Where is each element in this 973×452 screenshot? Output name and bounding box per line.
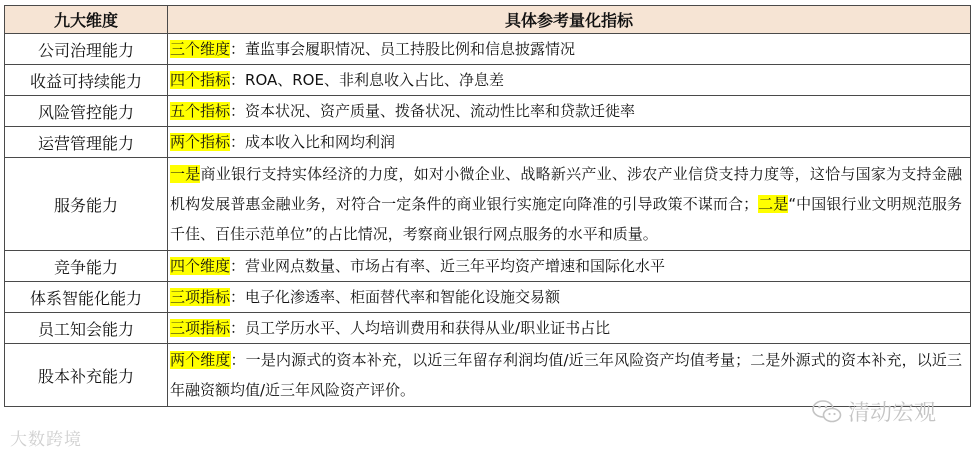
dimension-cell: 服务能力 bbox=[5, 158, 168, 251]
indicator-text: ：营业网点数量、市场占有率、近三年平均资产增速和国际化水平 bbox=[230, 257, 666, 275]
watermark-left bbox=[10, 425, 82, 450]
highlight-label: 一是 bbox=[170, 165, 201, 183]
table-header-row bbox=[5, 6, 971, 34]
watermark-right bbox=[812, 396, 936, 427]
indicator-cell bbox=[168, 127, 971, 158]
highlight-label: 两个指标 bbox=[170, 133, 231, 151]
highlight-label: 两个维度 bbox=[170, 351, 231, 369]
highlight-label: 四个指标 bbox=[170, 71, 231, 89]
watermark-left-text: 大数跨境 bbox=[10, 430, 82, 450]
table-row bbox=[5, 127, 971, 158]
indicator-cell bbox=[168, 313, 971, 344]
dimension-cell: 收益可持续能力 bbox=[5, 65, 168, 96]
indicator-text: ：ROA、ROE、非利息收入占比、净息差 bbox=[230, 71, 504, 89]
highlight-label: 五个指标 bbox=[170, 102, 231, 120]
indicator-text: ：电子化渗透率、柜面替代率和智能化设施交易额 bbox=[230, 288, 561, 306]
indicator-cell bbox=[168, 96, 971, 127]
header-indicators: 具体参考量化指标 bbox=[168, 6, 971, 34]
indicator-cell bbox=[168, 251, 971, 282]
indicator-text: ：员工学历水平、人均培训费用和获得从业/职业证书占比 bbox=[230, 319, 611, 337]
indicator-text: ：一是内源式的资本补充，以近三年留存利润均值/近三年风险资产均值考量；二是外源式的资本补充，以近三年融资额均值/近三年风险资产评价。 bbox=[170, 351, 962, 399]
indicator-text: ：董监事会履职情况、员工持股比例和信息披露情况 bbox=[230, 40, 576, 58]
indicator-table bbox=[4, 5, 971, 407]
table-row bbox=[5, 65, 971, 96]
highlight-label: 三项指标 bbox=[170, 288, 231, 306]
indicator-cell bbox=[168, 282, 971, 313]
indicator-text: 商业银行支持实体经济的力度，如对小微企业、战略新兴产业、涉农产业信贷支持力度等，这恰与国家为支持金融机构发展普惠金融业务，对符合一定条件的商业银行实施定向降准的引导政策不谋而合； bbox=[170, 165, 962, 213]
highlight-label: 四个维度 bbox=[170, 257, 231, 275]
dimension-cell: 竞争能力 bbox=[5, 251, 168, 282]
dimension-cell: 运营管理能力 bbox=[5, 127, 168, 158]
table-row bbox=[5, 251, 971, 282]
highlight-label: 三个维度 bbox=[170, 40, 231, 58]
indicator-cell bbox=[168, 158, 971, 251]
dimension-cell: 股本补充能力 bbox=[5, 344, 168, 407]
dimension-cell: 员工知会能力 bbox=[5, 313, 168, 344]
table-row bbox=[5, 282, 971, 313]
dimension-cell: 体系智能化能力 bbox=[5, 282, 168, 313]
header-dimension: 九大维度 bbox=[5, 6, 168, 34]
wechat-icon bbox=[812, 399, 842, 425]
highlight-label-2: 二是 bbox=[758, 195, 789, 213]
table-row bbox=[5, 96, 971, 127]
highlight-label: 三项指标 bbox=[170, 319, 231, 337]
table-row bbox=[5, 158, 971, 251]
dimension-cell: 公司治理能力 bbox=[5, 34, 168, 65]
indicator-cell bbox=[168, 34, 971, 65]
table-row bbox=[5, 34, 971, 65]
indicator-text: ：成本收入比和网均利润 bbox=[230, 133, 396, 151]
indicator-text-2: “中国银行业文明规范服务千佳、百佳示范单位”的占比情况，考察商业银行网点服务的水平和质量。 bbox=[170, 195, 962, 243]
indicator-cell bbox=[168, 65, 971, 96]
table-row bbox=[5, 313, 971, 344]
dimension-cell: 风险管控能力 bbox=[5, 96, 168, 127]
watermark-right-text: 清动宏观 bbox=[848, 401, 937, 426]
indicator-text: ：资本状况、资产质量、拨备状况、流动性比率和贷款迁徙率 bbox=[230, 102, 636, 120]
